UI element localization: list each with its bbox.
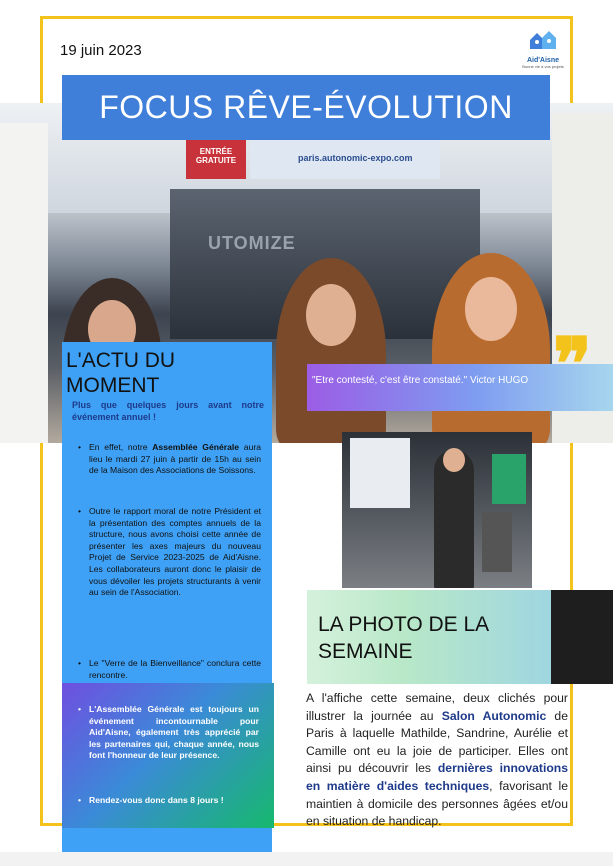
expo-sign: paris.autonomic-expo.com xyxy=(250,139,440,179)
person-3 xyxy=(432,253,550,443)
actu-bullet-2: • Outre le rapport moral de notre Président et la présentation des comptes annuels de la structure, nous avons choisi cette année de présenter les axes majeurs du nouveau Projet de Service 2023-2025 de Aid'Aisne. Les collaborateurs auront donc le plaisir de vous dévoiler les projets structurants à venir au sein de l'Association. xyxy=(89,506,261,599)
actu-title: L'ACTU DU MOMENT xyxy=(66,349,176,397)
logo-houses-icon xyxy=(528,28,558,50)
photo-semaine-title: LA PHOTO DE LA SEMAINE xyxy=(318,613,489,663)
logo-tagline: Bonne vie à vos projets xyxy=(522,64,564,69)
quote-text: "Etre contesté, c'est être constaté." Victor HUGO xyxy=(312,375,529,386)
actu-lead: Plus que quelques jours avant notre événement annuel ! xyxy=(72,400,264,422)
logo-name: Aid'Aisne xyxy=(526,57,559,64)
black-accent-block xyxy=(551,590,613,684)
actu-bullet-3: • Le "Verre de la Bienveillance" conclura cette rencontre. xyxy=(89,658,261,681)
week-photo xyxy=(342,432,532,588)
highlight-bullet-2: • Rendez-vous donc dans 8 jours ! xyxy=(89,795,259,807)
aidaisne-logo xyxy=(520,28,566,74)
actu-bullet-1: • En effet, notre Assemblée Générale aura lieu le mardi 27 juin à partir de 15h au sein de la Maison des Associations de Soissons. xyxy=(89,442,261,477)
building-lettering: UTOMIZE xyxy=(208,233,296,253)
person-2 xyxy=(276,258,386,443)
photo-semaine-description: A l'affiche cette semaine, deux clichés pour illustrer la journée au Salon Autonomic de Paris à laquelle Mathilde, Sandrine, Aurélie et Camille ont eu la joie de participer. Elles ont ainsi pu découvrir les dernières innovations en matière d'aides techniques, favorisant le maintien à domicile des personnes âgées et/ou en situation de handicap. xyxy=(306,691,569,829)
page-title: FOCUS RÊVE-ÉVOLUTION xyxy=(62,75,550,140)
entree-sign: ENTRÉE GRATUITE xyxy=(186,139,246,179)
highlight-bullet-1: • L'Assemblée Générale est toujours un événement incontournable pour Aid'Aisne, également très apprécié par les partenaires qui, chaque année, nous font l'honneur de leur présence. xyxy=(89,704,259,762)
issue-date: 19 juin 2023 xyxy=(60,42,142,59)
bottom-strip xyxy=(0,852,613,866)
quote-mark-icon: ❞ xyxy=(553,321,592,406)
